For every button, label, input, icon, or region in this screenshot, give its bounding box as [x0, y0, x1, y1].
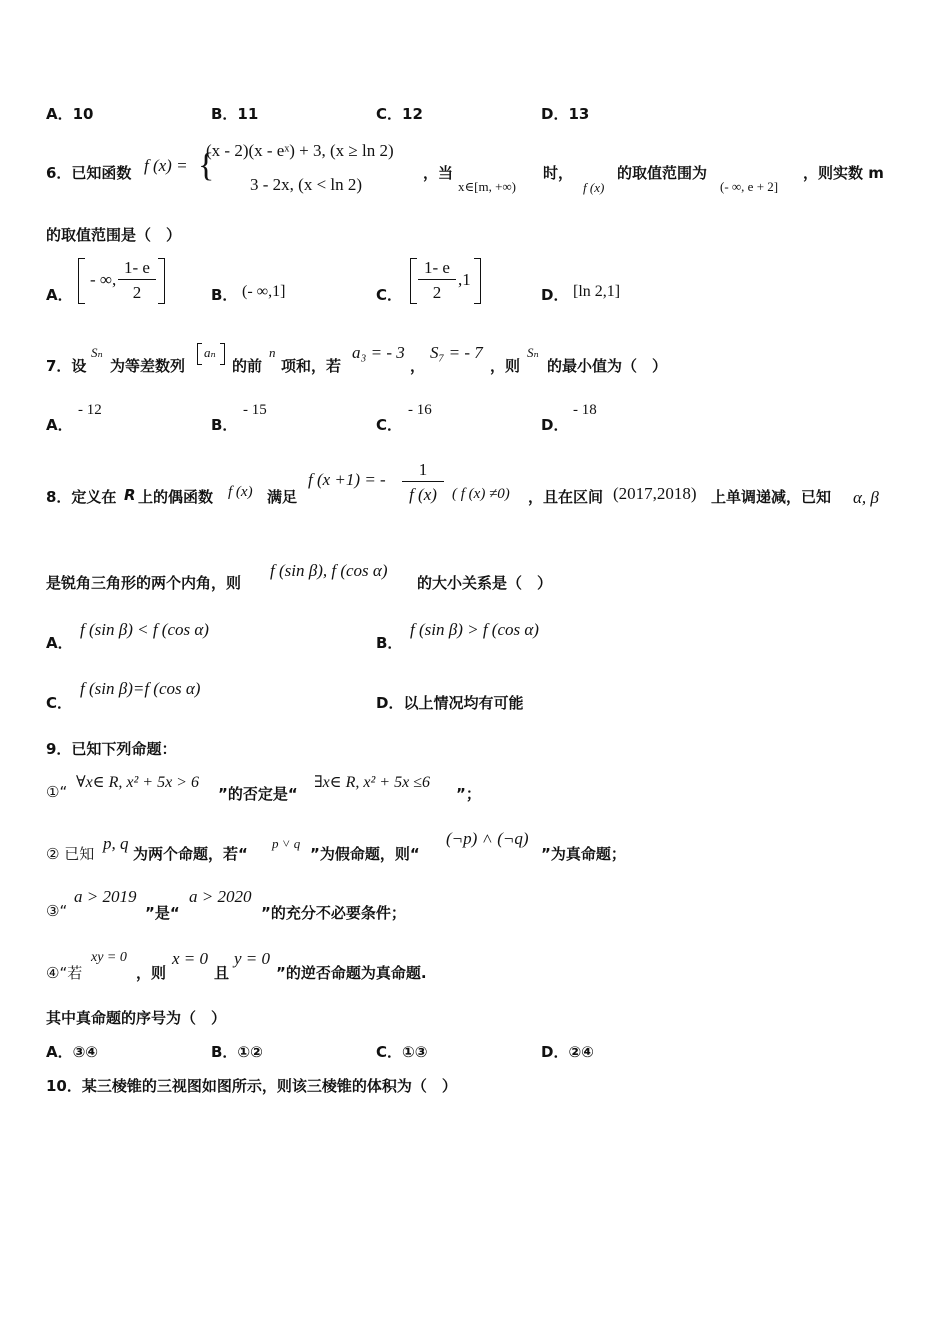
- q9-s3-a: ③“: [46, 902, 68, 920]
- q7-option-a-label: A．: [46, 416, 73, 434]
- q7-an-open: [197, 343, 202, 365]
- q6-prefix: 6．已知函数: [46, 164, 132, 182]
- q7-option-c-label: C．: [376, 416, 403, 434]
- q9-option-a: A．③④: [46, 1043, 99, 1061]
- q8-option-a: f (sin β) < f (cos α): [80, 620, 209, 639]
- q6-option-a-label: A．: [46, 286, 73, 304]
- q7-an-close: [220, 343, 225, 365]
- q9-s1-a: ①“: [46, 783, 68, 801]
- q6-option-b: (- ∞,1]: [242, 283, 286, 300]
- q6-option-d: [ln 2,1]: [573, 283, 621, 300]
- q8-line2b: 的大小关系是（ ）: [417, 574, 553, 592]
- q7-comma: ，: [410, 357, 426, 375]
- q8-num: 1: [402, 459, 444, 482]
- q8-p4: ，且在区间: [528, 488, 604, 506]
- q7-p6: 的最小值为（ ）: [547, 357, 668, 375]
- q8-expr: f (sin β), f (cos α): [270, 561, 388, 580]
- q5-option-d: D．13: [541, 105, 590, 123]
- q6-option-a-den: 2: [132, 283, 142, 302]
- q6-option-a-num: 1- e: [118, 257, 156, 280]
- q6-fx: f (x) =: [144, 156, 188, 175]
- q8-option-c: f (sin β)=f (cos α): [80, 679, 201, 698]
- q7-s7: S₇ = - 7: [430, 343, 483, 362]
- q8-option-d: D．以上情况均有可能: [376, 694, 524, 712]
- q7-Sn: Sₙ: [91, 345, 103, 360]
- q9-s4-a: ④“若: [46, 964, 83, 982]
- q7-p4: 项和，若: [281, 357, 342, 375]
- q6-option-a-left: - ∞,: [90, 270, 117, 289]
- q9-option-c: C．①③: [376, 1043, 428, 1061]
- q8-p5: 上单调递减，已知: [711, 488, 832, 506]
- q5-option-c: C．12: [376, 105, 423, 123]
- q8-interval: (2017,2018): [613, 484, 697, 503]
- q9-s2-b: 为两个命题，若“: [133, 845, 248, 863]
- q8-option-b: f (sin β) > f (cos α): [410, 620, 539, 639]
- q6-range: (- ∞, e + 2]: [720, 179, 779, 194]
- q9-s1-b: ”的否定是“: [218, 785, 298, 803]
- q10-text: 10．某三棱锥的三视图如图所示，则该三棱锥的体积为（ ）: [46, 1077, 457, 1095]
- q6-dang: ，当: [423, 164, 454, 182]
- q6-brace: {: [198, 147, 215, 184]
- q9-s2-d: ”为真命题；: [541, 845, 626, 863]
- q8-cond: ( f (x) ≠0): [452, 486, 510, 502]
- q9-s4-m1: xy = 0: [91, 950, 127, 965]
- q9-option-d: D．②④: [541, 1043, 594, 1061]
- q6-option-c-open-bracket: [410, 258, 417, 304]
- q8-R: R: [124, 486, 136, 504]
- q8-alpha-beta: α, β: [853, 488, 879, 507]
- q6-domain: x∈[m, +∞): [458, 179, 516, 194]
- q6-option-a-close-bracket: [158, 258, 165, 304]
- q8-option-b-label: B．: [376, 634, 403, 652]
- q6-option-a-open-paren: [78, 258, 85, 304]
- q6-fx2: f (x): [583, 180, 605, 195]
- q9-s2-m2: p ˅ q: [272, 836, 301, 851]
- q6-line2: 的取值范围是（ ）: [46, 226, 182, 244]
- q7-p5: ，则: [490, 357, 521, 375]
- q7-option-a-value: - 12: [78, 402, 102, 418]
- q9-question: 其中真命题的序号为（ ）: [46, 1009, 227, 1027]
- q6-option-c-label: C．: [376, 286, 403, 304]
- q9-s3-m2: a > 2020: [189, 887, 252, 906]
- q7-p2: 为等差数列: [110, 357, 186, 375]
- q7-option-d-value: - 18: [573, 402, 597, 418]
- q9-title: 9．已知下列命题：: [46, 740, 177, 758]
- q6-piece1: (x - 2)(x - eˣ) + 3, (x ≥ ln 2): [206, 141, 394, 160]
- q9-option-b: B．①②: [211, 1043, 263, 1061]
- q9-s1-c: ”；: [456, 785, 481, 803]
- q9-s1-m2: ∃x∈ R, x² + 5x ≤6: [314, 774, 430, 791]
- q6-range-label: 的取值范围为: [617, 164, 708, 182]
- q6-option-c-num: 1- e: [418, 257, 456, 280]
- q9-s2-c: ”为假命题，则“: [310, 845, 420, 863]
- q7-a3: a₃ = - 3: [352, 343, 405, 362]
- q9-s2-m3: (¬p) ˄ (¬q): [446, 829, 529, 848]
- q6-option-c-right: ,1: [458, 270, 471, 289]
- q8-p3: 满足: [267, 488, 298, 506]
- q7-p1: 7．设: [46, 357, 87, 375]
- q9-s3-c: ”的充分不必要条件；: [261, 904, 406, 922]
- q6-shi: 时，: [543, 164, 574, 182]
- q7-an: aₙ: [204, 345, 216, 360]
- q8-den: f (x): [409, 485, 437, 504]
- q8-line2a: 是锐角三角形的两个内角，则: [46, 574, 242, 592]
- q9-s4-b: ，则: [136, 964, 167, 982]
- q9-s1-m1: ∀x∈ R, x² + 5x > 6: [76, 774, 199, 791]
- q9-s4-m3: y = 0: [234, 949, 271, 968]
- q9-s2-a: ② 已知: [46, 845, 95, 863]
- q8-option-c-label: C．: [46, 694, 73, 712]
- q5-option-a: A．10: [46, 105, 94, 123]
- q6-option-c-close-bracket: [474, 258, 481, 304]
- q8-fx: f (x): [228, 484, 253, 500]
- q9-s2-m1: p, q: [103, 834, 129, 853]
- q7-option-d-label: D．: [541, 416, 569, 434]
- q6-piece2: 3 - 2x, (x < ln 2): [250, 175, 363, 194]
- q9-s4-c: 且: [214, 964, 230, 982]
- q6-option-c-den: 2: [432, 283, 442, 302]
- q7-option-b-value: - 15: [243, 402, 267, 418]
- q7-p3: 的前: [232, 357, 263, 375]
- q7-option-c-value: - 16: [408, 402, 432, 418]
- q7-option-b-label: B．: [211, 416, 238, 434]
- q8-p2: 上的偶函数: [138, 488, 214, 506]
- q9-s3-b: ”是“: [145, 904, 180, 922]
- q6-option-b-label: B．: [211, 286, 238, 304]
- q5-option-b: B．11: [211, 105, 259, 123]
- q8-p1: 8．定义在: [46, 488, 117, 506]
- q9-s4-d: ”的逆否命题为真命题.: [276, 964, 427, 982]
- q8-lhs: f (x +1) = -: [308, 470, 386, 489]
- q8-option-a-label: A．: [46, 634, 73, 652]
- q7-Sn2: Sₙ: [527, 345, 539, 360]
- q7-n: n: [269, 345, 276, 360]
- q6-tail: ，则实数 m: [803, 164, 884, 182]
- q6-option-d-label: D．: [541, 286, 569, 304]
- q9-s4-m2: x = 0: [172, 949, 209, 968]
- q9-s3-m1: a > 2019: [74, 887, 137, 906]
